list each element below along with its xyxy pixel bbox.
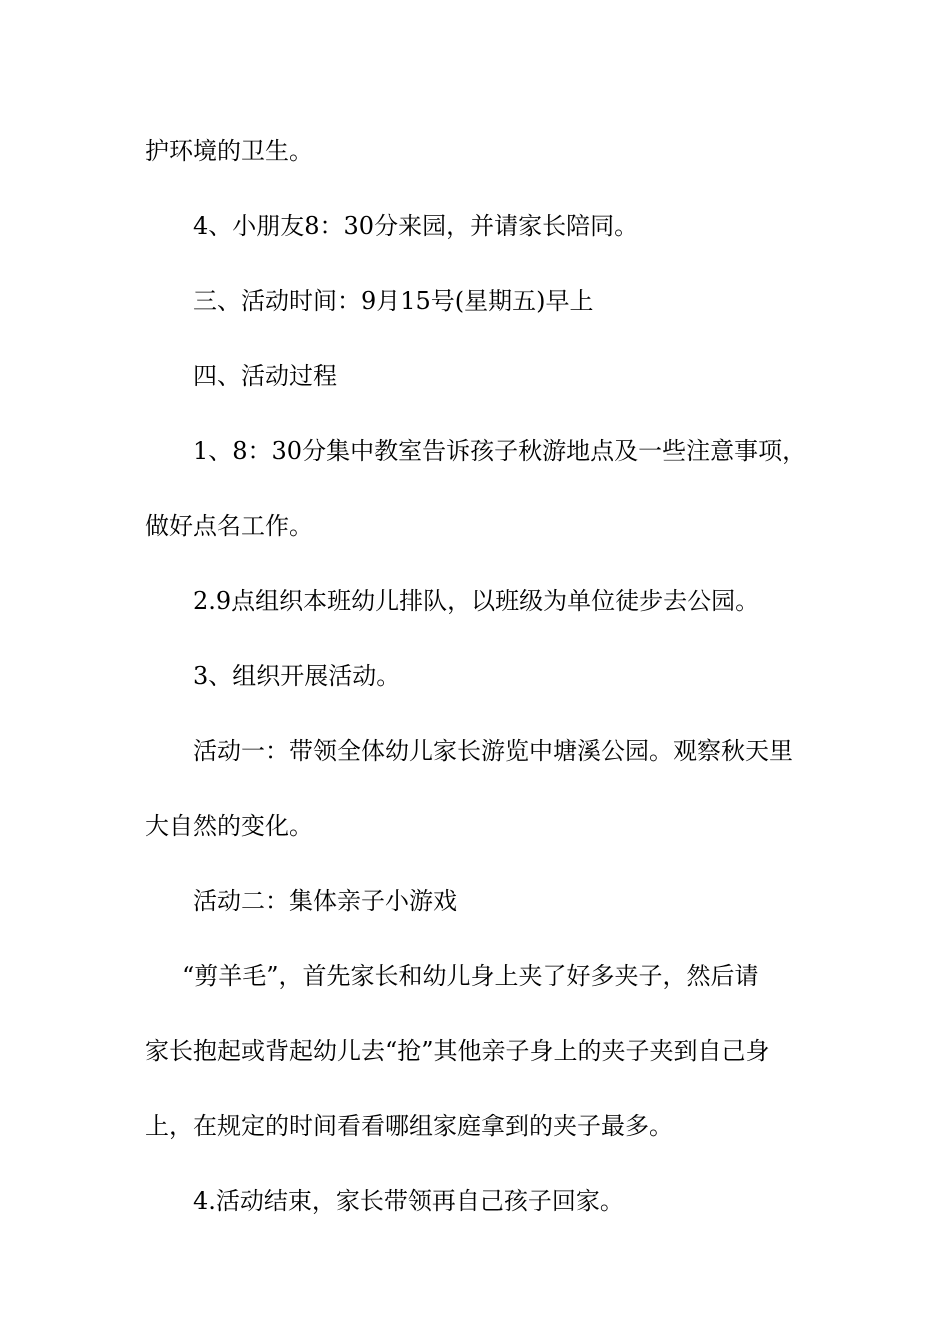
text-line: 大自然的变化。: [145, 812, 313, 840]
text-line: 活动一：带领全体幼儿家长游览中塘溪公园。观察秋天里: [193, 737, 793, 765]
text-line: 活动二：集体亲子小游戏: [193, 887, 457, 915]
text-line: 1、8：30分集中教室告诉孩子秋游地点及一些注意事项，: [193, 437, 807, 465]
text-line: 三、活动时间：9月15号(星期五)早上: [193, 287, 594, 315]
text-line: 家长抱起或背起幼儿去“抢”其他亲子身上的夹子夹到自己身: [145, 1037, 770, 1065]
text-line: “剪羊毛”，首先家长和幼儿身上夹了好多夹子，然后请: [182, 962, 759, 990]
text-line: 四、活动过程: [193, 362, 337, 390]
text-line: 3、组织开展活动。: [193, 662, 401, 690]
text-line: 做好点名工作。: [145, 512, 313, 540]
text-line: 2.9点组织本班幼儿排队，以班级为单位徒步去公园。: [193, 587, 760, 615]
text-line: 上，在规定的时间看看哪组家庭拿到的夹子最多。: [145, 1112, 673, 1140]
text-line: 护环境的卫生。: [145, 137, 313, 165]
text-line: 4.活动结束，家长带领再自己孩子回家。: [193, 1187, 624, 1215]
text-line: 4、小朋友8：30分来园，并请家长陪同。: [193, 212, 639, 240]
